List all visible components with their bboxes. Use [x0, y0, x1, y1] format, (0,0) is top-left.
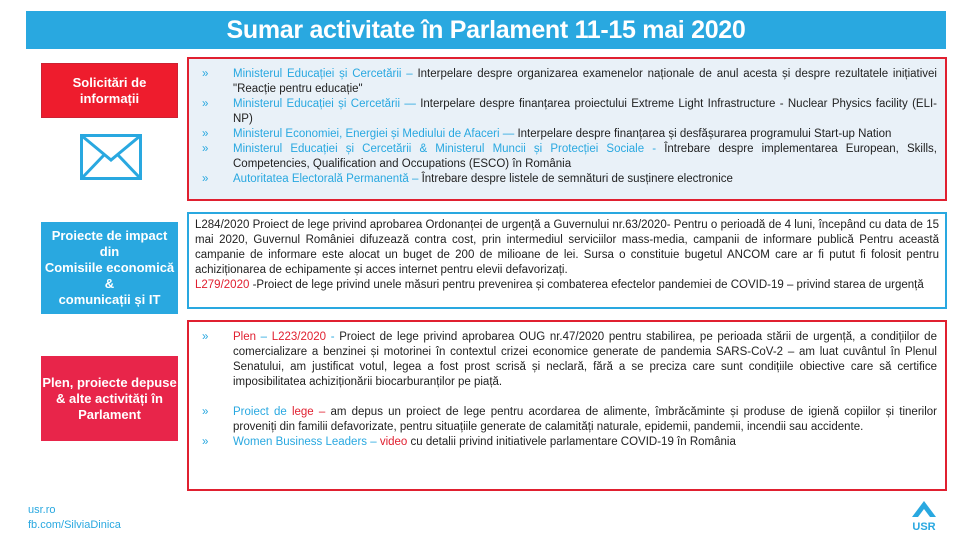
label-line: Proiecte de impact [51, 228, 168, 243]
project-paragraph: L284/2020 Proiect de lege privind aprobarea Ordonanței de urgență a Guvernului nr.63/2020- Pentru o perioadă de 4 luni, începând cu data de 15 mai 2020, Guvernul României difuzează contra cost, prin intermediul serviciilor mass-media, campanii de informare publică Pentru această campanie de informare este alocat un buget de 200 de milioane de lei. Sursa o constituie bugetul ANCOM care ar fi putut fi folosit pentru achiziționarea de echipamente și acces internet pentru elevii defavorizați. [195, 219, 939, 276]
label-line: comunicații și IT [58, 292, 161, 307]
bullet-marker: » [202, 436, 209, 448]
label-line: din [99, 244, 120, 259]
item-text: am depus un proiect de lege pentru acordarea de alimente, îmbrăcăminte și produse de igienă copiilor și tinerilor proveniți din familii defavorizate, pentru situațiile generate de calamități naturale, epidemii, pandemii, incendii sau accidente. [233, 406, 937, 433]
item-text: Interpelare despre organizarea examenelor naționale de anul acesta și despre rezultatele inițiativei "Reacție pentru educație" [233, 68, 937, 95]
bullet-marker: » [202, 98, 209, 110]
ministry-link[interactable]: Ministerul Educației și Cercetării – [233, 68, 418, 80]
list-item [197, 97, 937, 127]
label-line: & alte activități în [56, 390, 163, 406]
video-link[interactable]: video [379, 436, 408, 448]
item-text: Întrebare despre implementarea European, Skills, Competencies, Qualification and Occupations (ESCO) în România [233, 143, 937, 170]
law-link[interactable]: L279/2020 [195, 279, 250, 291]
label-line: informații [79, 90, 140, 106]
usr-logo-mark-icon [909, 497, 939, 521]
law-link[interactable]: L223/2020 [271, 331, 327, 343]
separator: – [256, 331, 272, 343]
event-link[interactable]: Women Business Leaders – [233, 436, 380, 448]
plenary-link[interactable]: Plen [233, 331, 257, 343]
item-text: Interpelare despre finanțarea și desfășurarea programului Start-up Nation [517, 128, 892, 140]
item-text: Întrebare despre listele de semnături de susținere electronice [421, 173, 733, 185]
label-impact-projects [41, 222, 178, 314]
item-text: Proiect de lege privind aprobarea OUG nr.47/2020 pentru stabilirea, pe perioada stării de urgență, a condițiilor de comercializare a benzinei și motorinei în contextul crizei economice generate de pandemia SARS-CoV-2 – am luat cuvântul în Plenul Senatului, am justificat votul, legea a fost prost scrisă și neclară, fără a se preciza care sunt condițiile obiective care să certifice imposibilitatea achiziționării biocarburanților pe piață. [233, 331, 937, 388]
list-item [197, 172, 937, 187]
website-link[interactable]: usr.ro [28, 504, 56, 516]
list-item [197, 405, 937, 435]
label-info-requests [41, 63, 178, 118]
spacer [197, 390, 937, 405]
bill-link[interactable]: Proiect de [233, 406, 292, 418]
separator: – [313, 406, 331, 418]
item-text: Interpelare despre finanțarea proiectului Extreme Light Infrastructure - Nuclear Physics facility (ELI-NP) [233, 98, 937, 125]
bullet-marker: » [202, 143, 209, 155]
bullet-marker: » [202, 68, 209, 80]
list-item [197, 67, 937, 97]
bullet-marker: » [202, 173, 209, 185]
info-requests-box [187, 57, 947, 201]
label-line: Parlament [78, 406, 141, 422]
list-item [197, 330, 937, 390]
logo-text: USR [912, 521, 936, 533]
label-plenary [41, 356, 178, 441]
project-paragraph [195, 278, 939, 293]
page-title: Sumar activitate în Parlament 11-15 mai 2020 [226, 15, 746, 44]
page-header [26, 11, 946, 49]
list-item [197, 435, 937, 450]
label-line: Comisiile economică [44, 260, 175, 275]
ministry-link[interactable]: Ministerul Economiei, Energiei și Mediului de Afaceri — [233, 128, 518, 140]
footer-links [28, 503, 121, 533]
usr-logo-icon [909, 497, 939, 537]
bullet-marker: » [202, 406, 209, 418]
label-line: Plen, proiecte depuse [42, 374, 177, 390]
label-line: Solicitări de [72, 74, 147, 90]
item-text: cu detalii privind initiativele parlamentare COVID-19 în România [407, 436, 736, 448]
separator: - [326, 331, 340, 343]
label-line: & [104, 276, 115, 291]
list-item [197, 142, 937, 172]
impact-projects-box [187, 212, 947, 309]
plenary-box [187, 320, 947, 491]
ministry-link[interactable]: Ministerul Educației și Cercetării & Ministerul Muncii și Protecției Sociale - [233, 143, 665, 155]
ministry-link[interactable]: Ministerul Educației și Cercetării — [233, 98, 421, 110]
facebook-link[interactable]: fb.com/SilviaDinica [28, 519, 121, 531]
ministry-link[interactable]: Autoritatea Electorală Permanentă – [233, 173, 422, 185]
envelope-icon [80, 134, 142, 180]
bullet-marker: » [202, 128, 209, 140]
list-item [197, 127, 937, 142]
project-text: -Proiect de lege privind unele măsuri pentru prevenirea și combaterea efectelor pandemiei de COVID-19 – privind starea de urgență [249, 279, 924, 291]
bullet-marker: » [202, 331, 209, 343]
law-link[interactable]: lege [291, 406, 314, 418]
